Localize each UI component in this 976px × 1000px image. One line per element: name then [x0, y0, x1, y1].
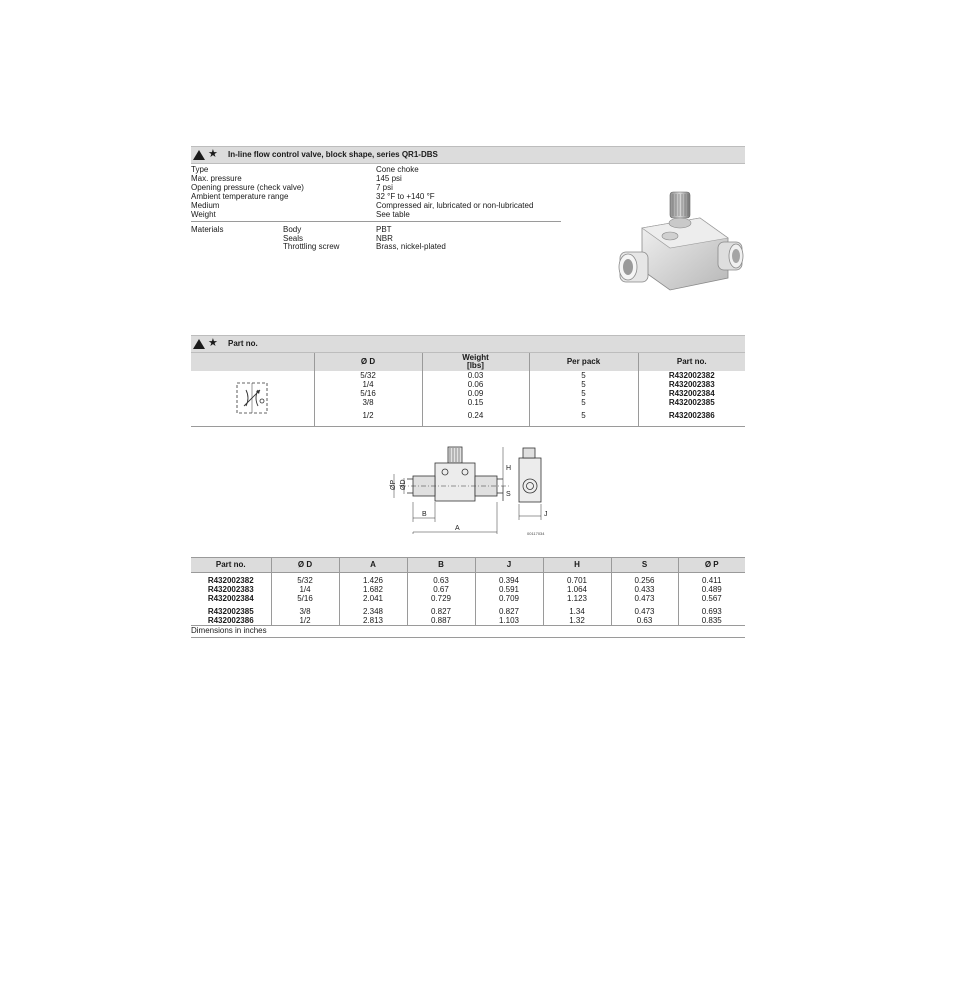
spec-label: Opening pressure (check valve)	[191, 183, 304, 192]
star-icon: ★	[208, 337, 218, 349]
cell-weight: 0.15	[422, 398, 529, 407]
cell-a: 1.682	[339, 585, 407, 594]
cell-diameter: 1/2	[314, 407, 422, 427]
cell-b: 0.729	[407, 594, 475, 603]
cell-p: 0.489	[678, 585, 745, 594]
column-header-p: Ø P	[678, 558, 745, 573]
cell-part-no: R432002383	[207, 585, 254, 594]
column-header-symbol	[191, 353, 314, 371]
valve-symbol-cell	[191, 371, 314, 427]
material-value: NBR	[376, 234, 393, 243]
table-row	[191, 585, 745, 594]
cell-j: 0.709	[475, 594, 543, 603]
cell-j: 1.103	[475, 616, 543, 626]
cell-p: 0.693	[678, 603, 745, 616]
table-row	[191, 573, 745, 586]
cell-diameter: 1/4	[314, 380, 422, 389]
cell-part-no: R432002382	[638, 371, 745, 380]
cell-s: 0.433	[611, 585, 678, 594]
cell-per-pack: 5	[529, 389, 638, 398]
valve-symbol-icon	[234, 380, 270, 416]
cell-p: 0.567	[678, 594, 745, 603]
drawing-code: 00117034	[527, 531, 545, 536]
section-header-part-no	[191, 335, 745, 353]
cell-part-no: R432002385	[638, 398, 745, 407]
column-header-weight	[422, 353, 529, 371]
cell-part-no: R432002382	[207, 576, 254, 585]
spec-label: Ambient temperature range	[191, 192, 289, 201]
cell-diameter: 1/2	[271, 616, 339, 626]
column-header-part-no: Part no.	[191, 558, 271, 573]
cell-b: 0.67	[407, 585, 475, 594]
spec-value: 32 °F to +140 °F	[376, 192, 435, 201]
cell-a: 2.041	[339, 594, 407, 603]
cell-b: 0.63	[407, 573, 475, 586]
cell-weight: 0.03	[422, 371, 529, 380]
column-header-part-no: Part no.	[638, 353, 745, 371]
cell-part-no: R432002385	[207, 607, 254, 616]
section-title: In-line flow control valve, block shape, series QR1-DBS	[228, 150, 438, 159]
column-header-h: H	[543, 558, 611, 573]
cell-diameter: 1/4	[271, 585, 339, 594]
cell-weight: 0.24	[422, 407, 529, 427]
label-s: S	[506, 491, 511, 498]
cell-s: 0.256	[611, 573, 678, 586]
spec-value: See table	[376, 210, 410, 219]
column-header-b: B	[407, 558, 475, 573]
cell-weight: 0.09	[422, 389, 529, 398]
cell-h: 0.701	[543, 573, 611, 586]
cell-p: 0.411	[678, 573, 745, 586]
spec-label: Medium	[191, 201, 220, 210]
weight-label: Weight	[462, 353, 489, 362]
cell-diameter: 5/16	[314, 389, 422, 398]
cell-diameter: 3/8	[314, 398, 422, 407]
column-header-diameter: Ø D	[314, 353, 422, 371]
dimensions-table	[191, 557, 745, 626]
cell-part-no: R432002384	[638, 389, 745, 398]
table-row	[191, 371, 745, 380]
cell-part-no: R432002386	[207, 616, 254, 625]
material-part: Body	[283, 225, 302, 234]
section-title: Part no.	[228, 339, 258, 348]
cell-b: 0.827	[407, 603, 475, 616]
label-b: B	[422, 511, 427, 518]
material-value: PBT	[376, 225, 392, 234]
cell-part-no: R432002386	[638, 407, 745, 427]
cell-diameter: 5/32	[314, 371, 422, 380]
cell-j: 0.591	[475, 585, 543, 594]
materials-label: Materials	[191, 225, 224, 234]
label-j: J	[544, 511, 548, 518]
material-part: Throttling screw	[283, 242, 340, 251]
material-part: Seals	[283, 234, 304, 243]
spec-value: Cone choke	[376, 165, 419, 174]
spec-label: Type	[191, 165, 209, 174]
cell-diameter: 3/8	[271, 603, 339, 616]
spec-value: 145 psi	[376, 174, 402, 183]
spec-label: Weight	[191, 210, 216, 219]
spec-value: 7 psi	[376, 183, 393, 192]
material-value: Brass, nickel-plated	[376, 242, 446, 251]
cell-s: 0.473	[611, 603, 678, 616]
cell-a: 1.426	[339, 573, 407, 586]
spec-value: Compressed air, lubricated or non-lubricated	[376, 201, 534, 210]
star-icon: ★	[208, 148, 218, 160]
cell-j: 0.827	[475, 603, 543, 616]
divider	[191, 221, 561, 222]
spec-row-weight	[191, 211, 571, 220]
cell-per-pack: 5	[529, 407, 638, 427]
label-dp: ØP	[390, 479, 397, 490]
cell-h: 1.34	[543, 603, 611, 616]
cell-part-no: R432002383	[638, 380, 745, 389]
cell-b: 0.887	[407, 616, 475, 626]
column-header-diameter: Ø D	[271, 558, 339, 573]
parts-table	[191, 353, 745, 427]
cell-a: 2.813	[339, 616, 407, 626]
cell-a: 2.348	[339, 603, 407, 616]
divider	[191, 637, 745, 638]
table-header-row	[191, 353, 745, 371]
cell-part-no: R432002384	[207, 594, 254, 603]
product-image	[600, 190, 750, 300]
warning-triangle-icon	[193, 150, 205, 160]
cell-h: 1.064	[543, 585, 611, 594]
cell-per-pack: 5	[529, 380, 638, 389]
column-header-a: A	[339, 558, 407, 573]
cell-s: 0.473	[611, 594, 678, 603]
spec-label: Max. pressure	[191, 174, 242, 183]
column-header-s: S	[611, 558, 678, 573]
column-header-j: J	[475, 558, 543, 573]
column-header-per-pack: Per pack	[529, 353, 638, 371]
label-h: H	[506, 465, 512, 472]
dimension-drawing	[385, 440, 565, 540]
label-a: A	[455, 525, 460, 532]
table-row	[191, 616, 745, 626]
cell-h: 1.123	[543, 594, 611, 603]
cell-diameter: 5/32	[271, 573, 339, 586]
label-dd: ØD	[400, 479, 407, 490]
table-header-row	[191, 558, 745, 573]
cell-j: 0.394	[475, 573, 543, 586]
footnote-dimensions: Dimensions in inches	[191, 626, 267, 635]
cell-per-pack: 5	[529, 398, 638, 407]
warning-triangle-icon	[193, 339, 205, 349]
weight-unit: [lbs]	[467, 361, 484, 370]
section-header-product	[191, 146, 745, 164]
cell-p: 0.835	[678, 616, 745, 626]
cell-h: 1.32	[543, 616, 611, 626]
cell-diameter: 5/16	[271, 594, 339, 603]
table-row	[191, 594, 745, 603]
table-row	[191, 603, 745, 616]
cell-s: 0.63	[611, 616, 678, 626]
cell-per-pack: 5	[529, 371, 638, 380]
cell-weight: 0.06	[422, 380, 529, 389]
